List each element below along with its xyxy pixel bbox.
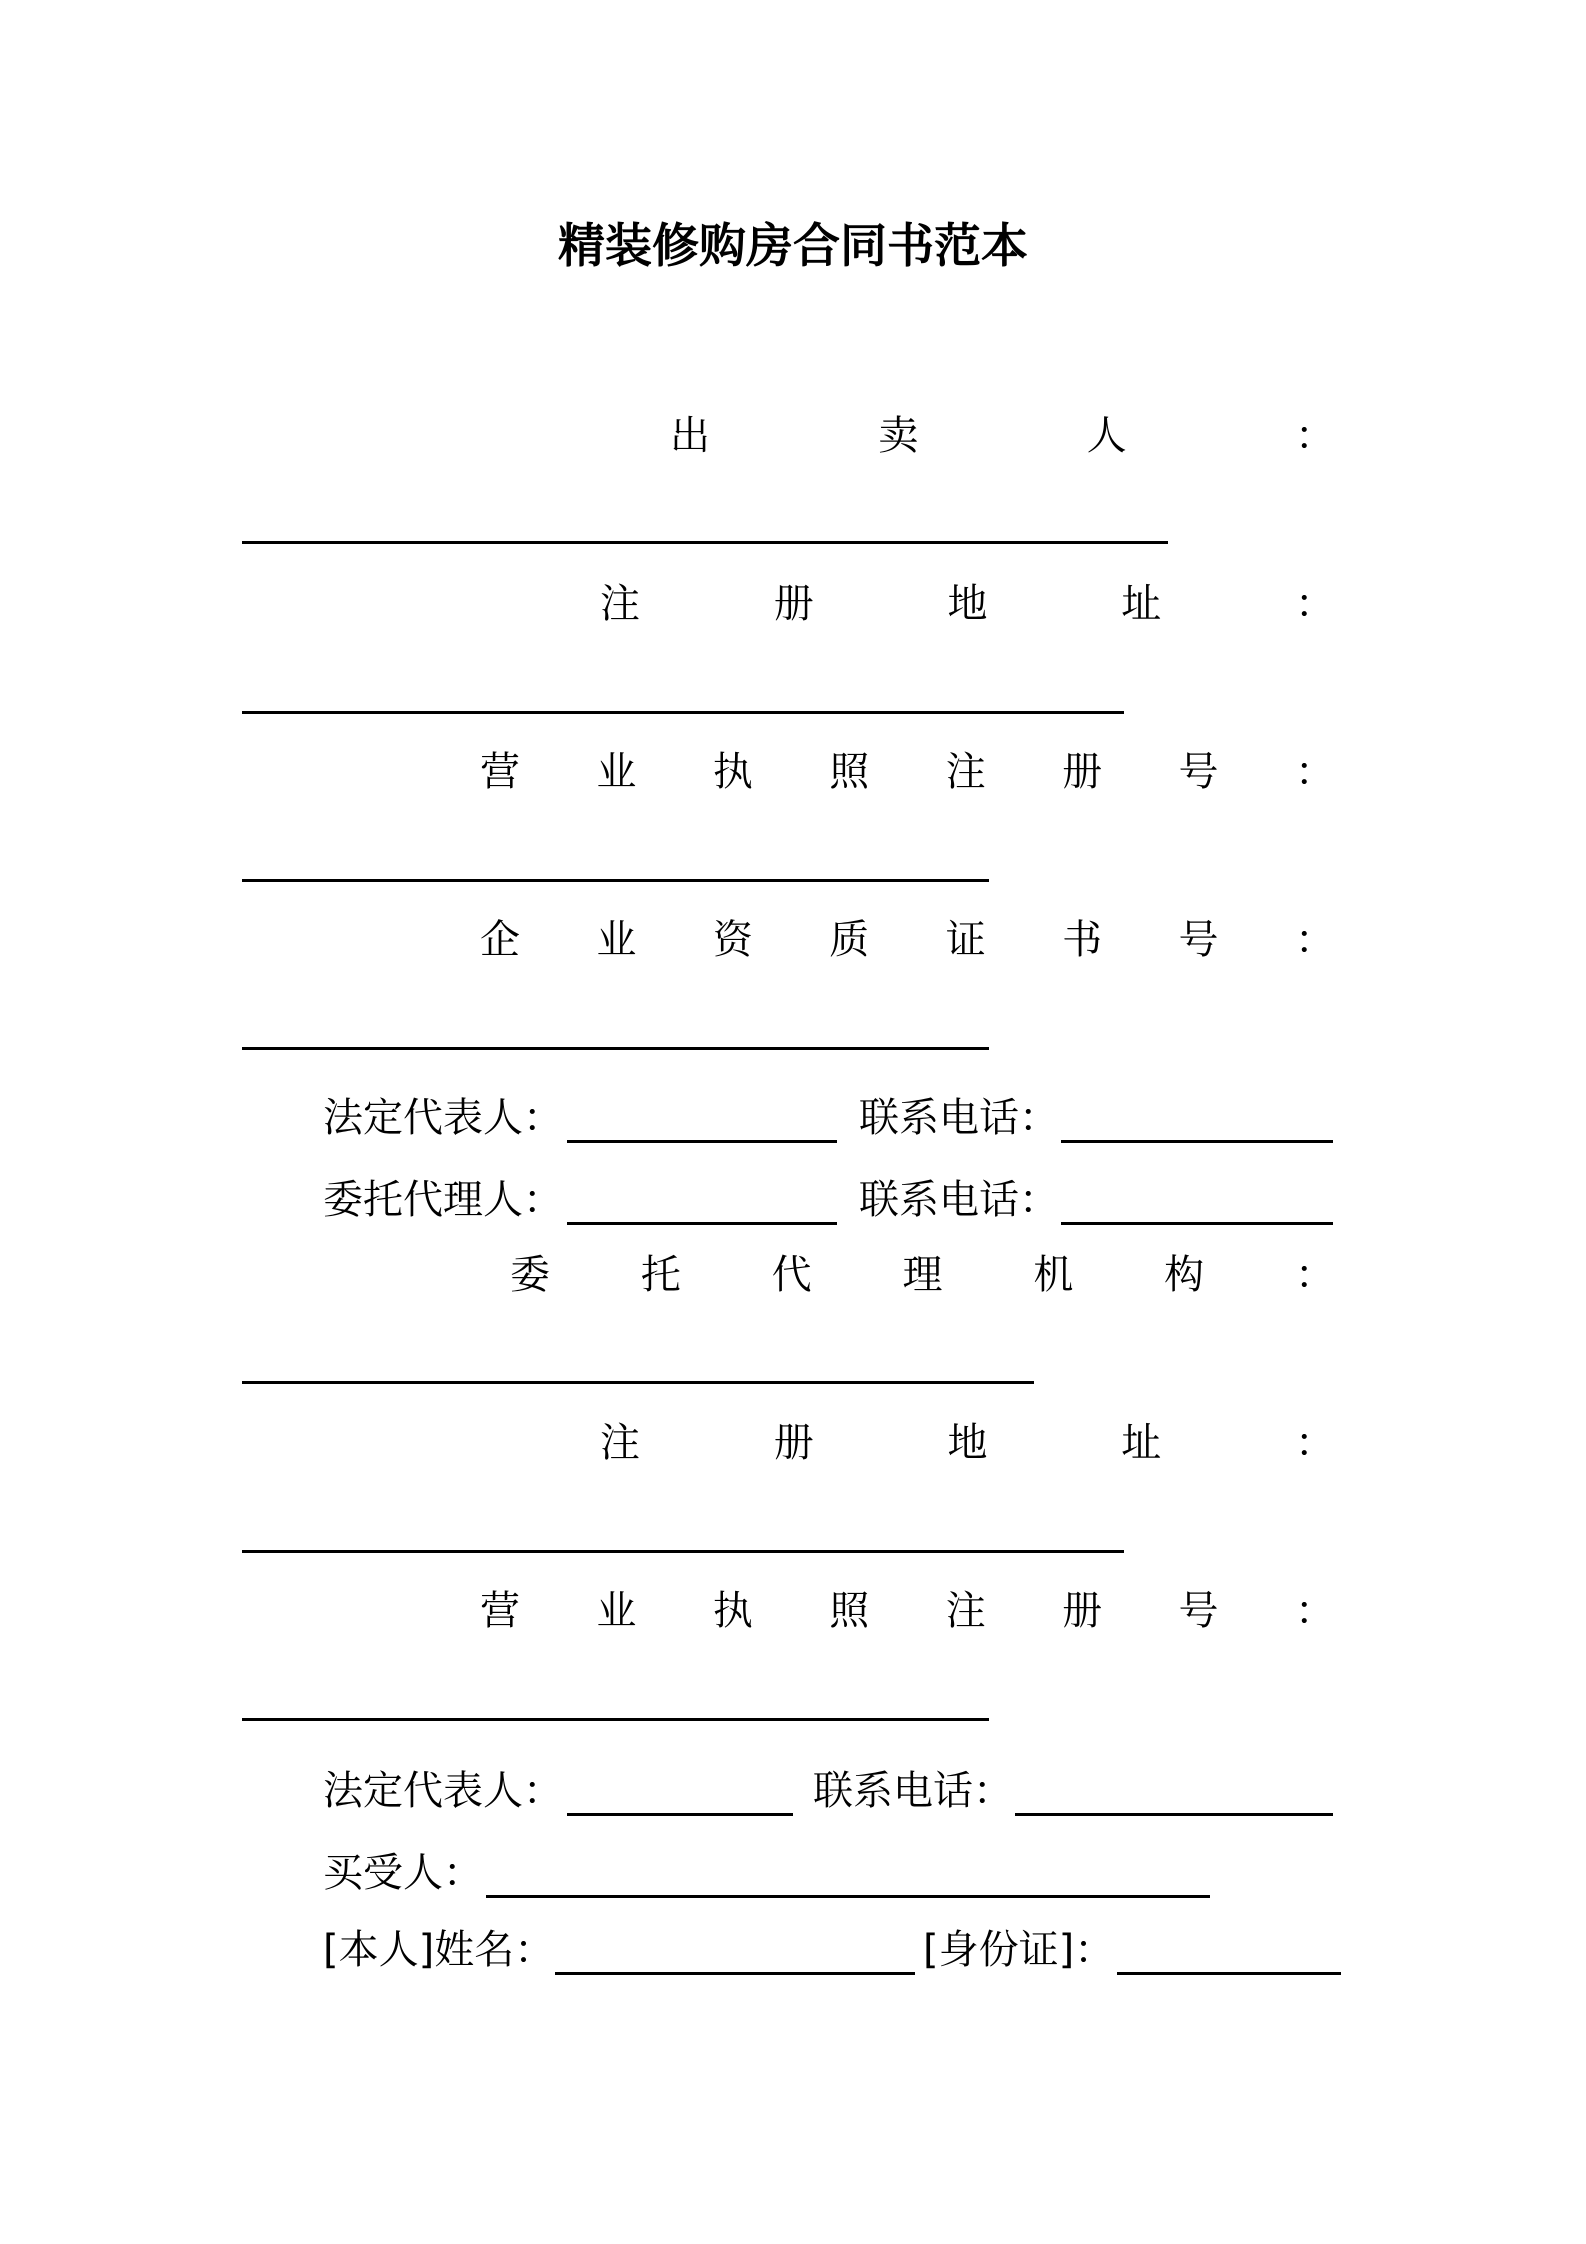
seller-phone-blank-1[interactable]	[1061, 1140, 1333, 1143]
seller-license-label: 营 业 执 照 注 册 号 ：	[480, 749, 1335, 795]
agency-license-label: 营 业 执 照 注 册 号 ：	[480, 1588, 1335, 1634]
seller-address-label: 注 册 地 址 ：	[600, 581, 1335, 627]
agency-address-blank[interactable]	[242, 1550, 1124, 1553]
buyer-name-blank[interactable]	[555, 1972, 915, 1975]
buyer-identity-row	[323, 1920, 1345, 1980]
agency-address-label: 注 册 地 址 ：	[600, 1420, 1335, 1466]
seller-phone-label-2: 联系电话：	[859, 1177, 1059, 1223]
agency-name-blank[interactable]	[242, 1381, 1034, 1384]
buyer-label: 买受人：	[323, 1850, 483, 1896]
seller-license-blank[interactable]	[242, 879, 989, 882]
seller-agent-row	[323, 1170, 1335, 1230]
seller-legal-rep-label: 法定代表人：	[323, 1095, 563, 1141]
seller-name-label: 出 卖 人 ：	[670, 413, 1335, 459]
document-title: 精装修购房合同书范本	[558, 219, 1028, 274]
seller-legal-rep-blank[interactable]	[567, 1140, 837, 1143]
agency-phone-blank[interactable]	[1015, 1813, 1333, 1816]
agency-legal-rep-row	[323, 1761, 1335, 1821]
seller-name-blank[interactable]	[242, 541, 1168, 544]
seller-phone-label-1: 联系电话：	[859, 1095, 1059, 1141]
agency-legal-rep-blank[interactable]	[567, 1813, 793, 1816]
seller-agent-label: 委托代理人：	[323, 1177, 563, 1223]
seller-address-blank[interactable]	[242, 711, 1124, 714]
seller-qualification-label: 企 业 资 质 证 书 号 ：	[480, 917, 1335, 963]
agency-phone-label: 联系电话：	[813, 1768, 1013, 1814]
buyer-blank[interactable]	[486, 1895, 1210, 1898]
seller-agent-blank[interactable]	[567, 1222, 837, 1225]
buyer-name-label: [本人]姓名：	[323, 1927, 555, 1973]
seller-legal-rep-row	[323, 1088, 1335, 1148]
seller-qualification-blank[interactable]	[242, 1047, 989, 1050]
buyer-row	[323, 1843, 1335, 1903]
agency-legal-rep-label: 法定代表人：	[323, 1768, 563, 1814]
buyer-id-blank[interactable]	[1117, 1972, 1341, 1975]
buyer-id-label: [身份证]：	[923, 1927, 1115, 1973]
agency-license-blank[interactable]	[242, 1718, 989, 1721]
agency-name-label: 委 托 代 理 机 构 ：	[510, 1252, 1335, 1298]
seller-phone-blank-2[interactable]	[1061, 1222, 1333, 1225]
